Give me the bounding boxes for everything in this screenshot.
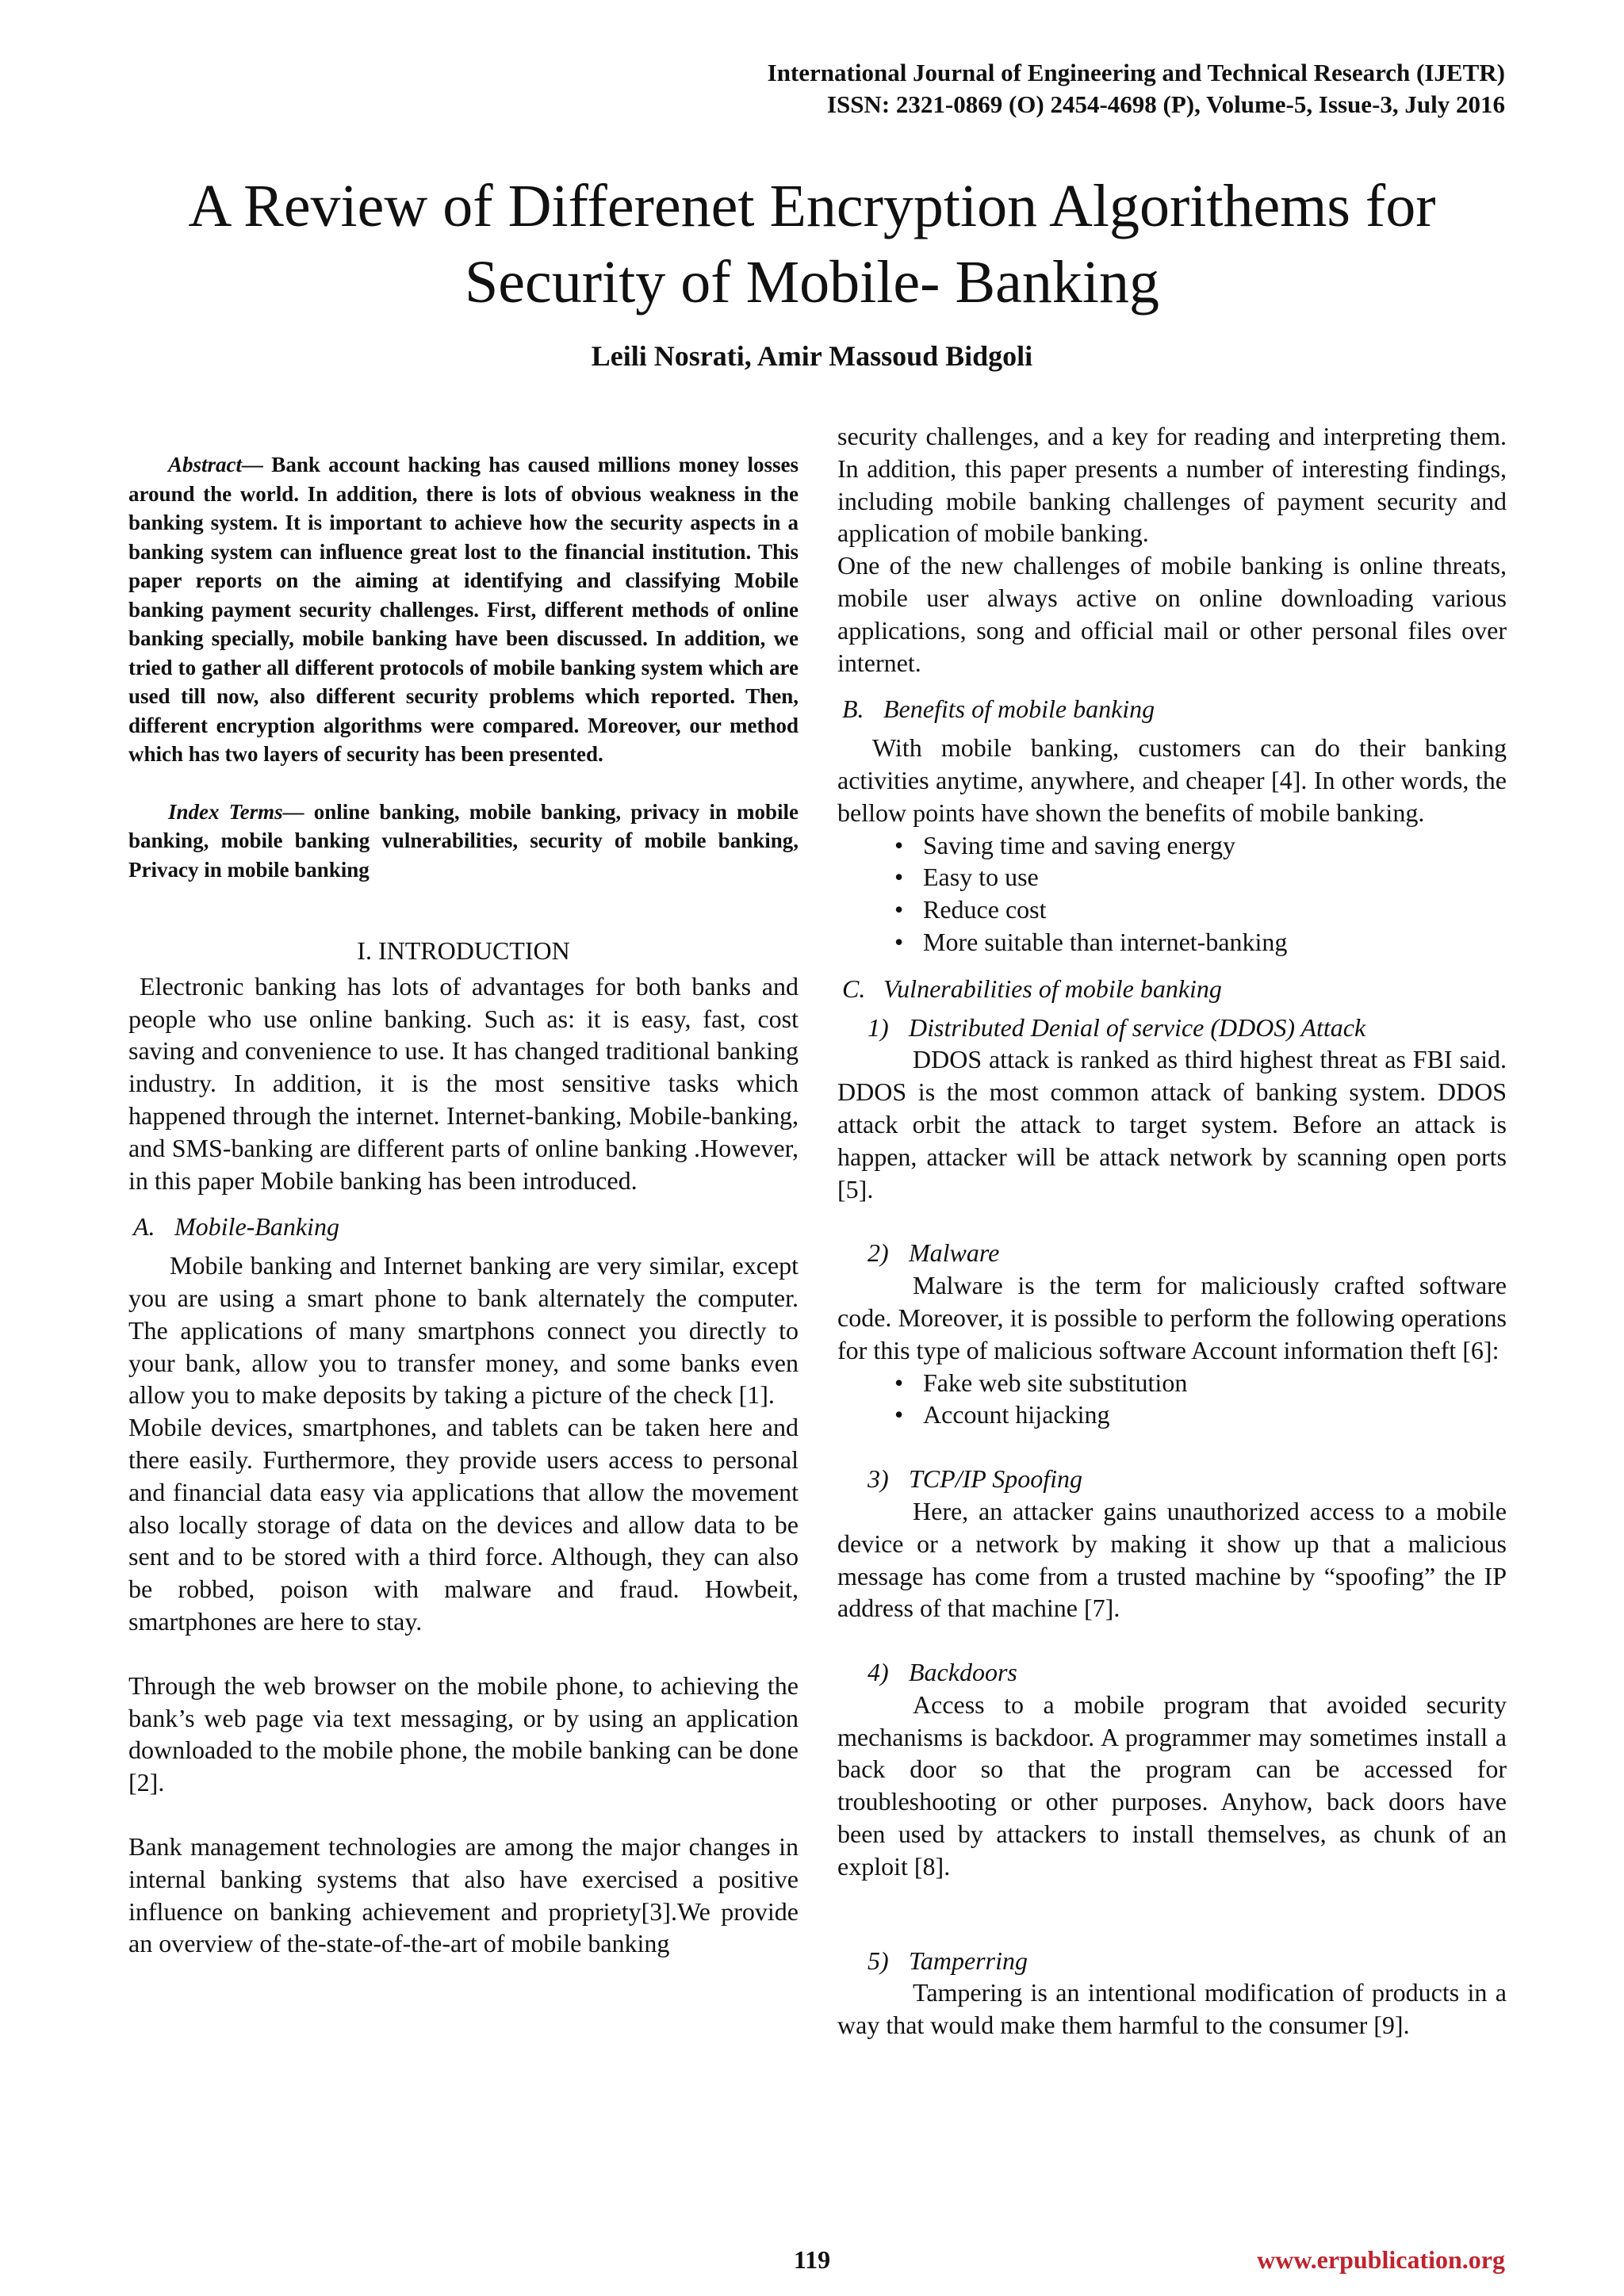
online-threats-paragraph: One of the new challenges of mobile banking is online threats, mobile user always active on online downloading various applications, song and official mail or other personal files over internet. — [837, 551, 1507, 677]
malware-list — [837, 1367, 1507, 1432]
item-number: 4) — [868, 1658, 889, 1687]
item-title: TCP/IP Spoofing — [909, 1464, 1082, 1494]
right-column — [837, 420, 1507, 2042]
list-item: • Reduce cost — [923, 894, 1507, 926]
intro-paragraph: Electronic banking has lots of advantages for both banks and people who use online banking. Such as: it is easy, fast, cost saving and convenience to use. It has changed traditional banking industry. In addition, it is the most sensitive tasks which happened through the internet. Internet-banking, Mobile-banking, and SMS-banking are different parts of online banking .However, in this paper Mobile banking has been introduced. — [128, 971, 799, 1195]
mobile-banking-paragraph: Mobile banking and Internet banking are very similar, except you are using a smart phone to bank alternately the computer. The applications of many smartphons connect you directly to your bank, allow you to transfer money, and some banks even allow you to make deposits by taking a picture of the check [1]. — [128, 1251, 799, 1410]
item-number: 3) — [868, 1464, 889, 1494]
abstract — [128, 450, 799, 769]
ddos-paragraph: DDOS attack is ranked as third highest threat as FBI said. DDOS is the most common attack of banking system. DDOS attack orbit the attack to target system. Before an attack is happen, attacker will be attack network by scanning open ports [5]. — [837, 1045, 1507, 1203]
page-number: 119 — [793, 2245, 831, 2274]
index-terms-text: online banking, mobile banking, privacy in mobile banking, mobile banking vulnerabilities, security of mobile banking, Privacy in mobile banking — [128, 799, 799, 882]
title-line-2: Security of Mobile- Banking — [465, 249, 1159, 316]
subsection-title: Mobile-Banking — [174, 1212, 339, 1242]
paper-title — [0, 168, 1624, 320]
journal-issn: ISSN: 2321-0869 (O) 2454-4698 (P), Volume-5, Issue-3, July 2016 — [826, 90, 1505, 118]
subsection-heading-vulnerabilities — [837, 973, 1507, 1005]
list-item: • Saving time and saving energy — [923, 829, 1507, 862]
benefits-list — [837, 829, 1507, 959]
security-challenges-paragraph: security challenges, and a key for reading and interpreting them. In addition, this paper presents a number of interesting findings, including mobile banking challenges of payment security and application of mobile banking. — [837, 422, 1507, 548]
subsection-label: A. — [133, 1212, 155, 1242]
subsection-label: B. — [842, 695, 864, 724]
tampering-paragraph: Tampering is an intentional modification of products in a way that would make them harmful to the consumer [9]. — [837, 1978, 1507, 2040]
malware-paragraph: Malware is the term for maliciously crafted software code. Moreover, it is possible to perform the following operations for this type of malicious software Account information theft [6]: — [837, 1271, 1507, 1364]
list-item: • Account hijacking — [923, 1399, 1507, 1431]
mobile-devices-paragraph: Mobile devices, smartphones, and tablets can be taken here and there easily. Furthermore, they provide users access to personal and financial data easy via applications that allow the movement also locally storage of data on the devices and allow data to be sent and to be stored with a third force. Although, they can also be robbed, poison with malware and fraud. Howbeit, smartphones are here to stay. — [128, 1413, 799, 1636]
benefits-paragraph: With mobile banking, customers can do their banking activities anytime, anywhere, and cheaper [4]. In other words, the bellow points have shown the benefits of mobile banking. — [837, 733, 1507, 827]
authors: Leili Nosrati, Amir Massoud Bidgoli — [591, 340, 1033, 372]
spoofing-paragraph: Here, an attacker gains unauthorized access to a mobile device or a network by making it show up that a malicious message has come from a trusted machine by “spoofing” the IP address of that machine [7]. — [837, 1496, 1507, 1623]
item-title: Distributed Denial of service (DDOS) Attack — [909, 1012, 1366, 1042]
heading-tampering — [837, 1945, 1507, 1977]
journal-name: International Journal of Engineering and Technical Research (IJETR) — [767, 59, 1505, 86]
section-heading-introduction: I. INTRODUCTION — [357, 936, 570, 965]
list-item: • Easy to use — [923, 861, 1507, 894]
heading-malware — [837, 1237, 1507, 1269]
item-title: Malware — [909, 1238, 1000, 1268]
item-title: Tamperring — [909, 1946, 1028, 1975]
list-item: • More suitable than internet-banking — [923, 926, 1507, 959]
backdoors-paragraph: Access to a mobile program that avoided security mechanisms is backdoor. A programmer may sometimes install a back door so that the program can be accessed for troubleshooting or other purposes. Anyhow, back doors have been used by attackers to install themselves, as chunk of an exploit [8]. — [837, 1689, 1507, 1881]
subsection-heading-mobile-banking — [128, 1211, 799, 1243]
heading-backdoors — [837, 1656, 1507, 1689]
heading-spoofing — [837, 1463, 1507, 1495]
subsection-title: Vulnerabilities of mobile banking — [883, 974, 1222, 1003]
abstract-label: Abstract— — [168, 453, 264, 476]
index-terms — [128, 798, 799, 885]
subsection-title: Benefits of mobile banking — [883, 695, 1155, 724]
item-number: 5) — [868, 1946, 889, 1975]
item-title: Backdoors — [909, 1658, 1017, 1687]
web-browser-paragraph: Through the web browser on the mobile phone, to achieving the bank’s web page via text messaging, or by using an application downloaded to the mobile phone, the mobile banking can be done [2]. — [128, 1670, 799, 1797]
left-column — [128, 420, 799, 1960]
index-terms-label: Index Terms— — [168, 799, 304, 824]
bank-management-paragraph: Bank management technologies are among the major changes in internal banking systems that also have exercised a positive influence on banking achievement and propriety[3].We provide an overview of the-state-of-the-art of mobile banking — [128, 1831, 799, 1958]
heading-ddos — [837, 1012, 1507, 1044]
subsection-label: C. — [842, 974, 866, 1003]
title-line-1: A Review of Differenet Encryption Algorithems for — [188, 173, 1436, 239]
abstract-text: Bank account hacking has caused millions money losses around the world. In addition, there is lots of obvious weakness in the banking system. It is important to achieve how the security aspects in a banking system can influence great lost to the financial institution. This paper reports on the aiming at identifying and classifying Mobile banking payment security challenges. First, different methods of online banking specially, mobile banking have been discussed. In addition, we tried to gather all different protocols of mobile banking system which are used till now, also different security problems which reported. Then, different encryption algorithms were compared. Moreover, our method which has two layers of security has been presented. — [128, 453, 799, 766]
item-number: 2) — [868, 1238, 889, 1268]
journal-header — [768, 57, 1505, 121]
subsection-heading-benefits — [837, 693, 1507, 725]
publisher-url[interactable]: www.erpublication.org — [1257, 2245, 1505, 2274]
list-item: • Fake web site substitution — [923, 1367, 1507, 1399]
item-number: 1) — [868, 1012, 889, 1042]
